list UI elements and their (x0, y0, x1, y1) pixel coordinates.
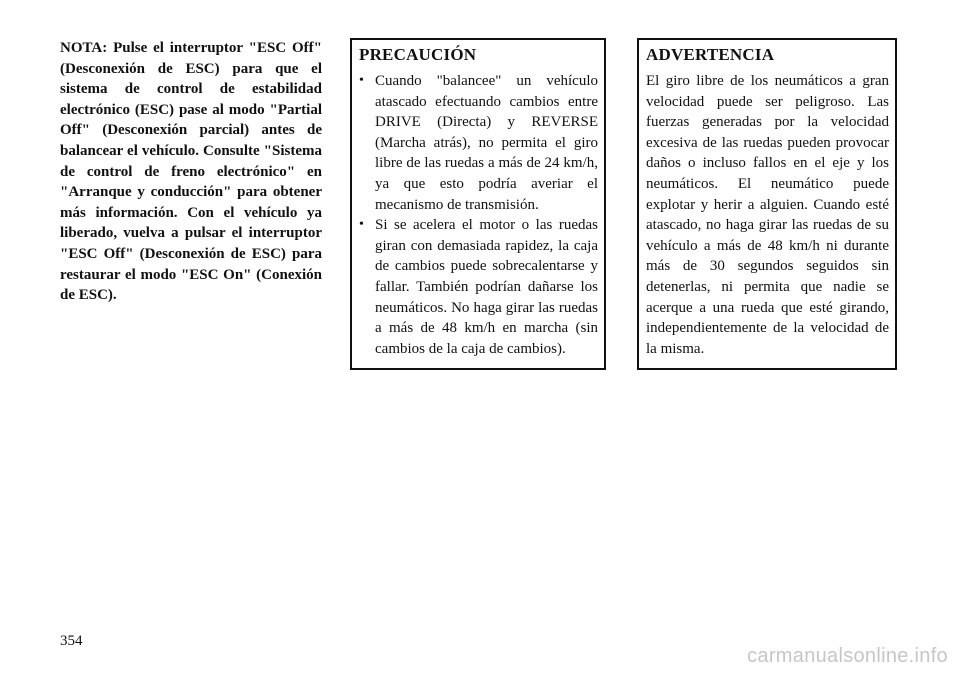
note-paragraph (60, 38, 322, 306)
bullet-icon: • (359, 73, 364, 88)
advertencia-box (637, 38, 897, 370)
precaucion-item (359, 71, 598, 215)
advertencia-title: ADVERTENCIA (646, 45, 775, 64)
note-text: NOTA: Pulse el interruptor "ESC Off" (Desconexión de ESC) para que el sistema de control de estabilidad electrónico (ESC) pase al modo "Partial Off" (Desconexión parcial) antes de balancear el vehículo. Consulte "Sistema de control de freno electrónico" en "Arranque y conducción" para obtener más información. Con el vehículo ya liberado, vuelva a pulsar el interruptor "ESC Off" (Desconexión de ESC) para restaurar el modo "ESC On" (Conexión de ESC). (60, 40, 322, 304)
precaucion-box (350, 38, 606, 370)
bullet-icon: • (359, 217, 364, 233)
watermark: carmanualsonline.info (747, 645, 948, 667)
precaucion-item-text: Cuando "balancee" un vehículo atascado efectuando cambios entre DRIVE (Directa) y REVERSE (Marcha atrás), no permita el giro libre de las ruedas a más de 24 km/h, ya que esto podría averiar el mecanismo de transmisión. (375, 73, 598, 213)
precaucion-title: PRECAUCIÓN (359, 45, 477, 64)
precaucion-item-text: Si se acelera el motor o las ruedas giran con demasiada rapidez, la caja de cambios puede sobrecalentarse y fallar. También podrían dañarse los neumáticos. No haga girar las ruedas a más de 48 km/h en marcha (sin cambios de la caja de cambios). (375, 217, 598, 357)
precaucion-item (359, 215, 598, 359)
page-number: 354 (60, 633, 83, 649)
precaucion-list (359, 71, 598, 359)
advertencia-text: El giro libre de los neumáticos a gran velocidad puede ser peligroso. Las fuerzas generadas por la velocidad excesiva de las ruedas pueden provocar daños o incluso fallos en el eje y los neumáticos. El neumático puede explotar y herir a alguien. Cuando esté atascado, no haga girar las ruedas de su vehículo a más de 48 km/h ni durante más de 30 segundos seguidos sin detenerlas, ni permita que nadie se acerque a una rueda que esté girando, independientemente de la velocidad de la misma. (646, 73, 889, 357)
